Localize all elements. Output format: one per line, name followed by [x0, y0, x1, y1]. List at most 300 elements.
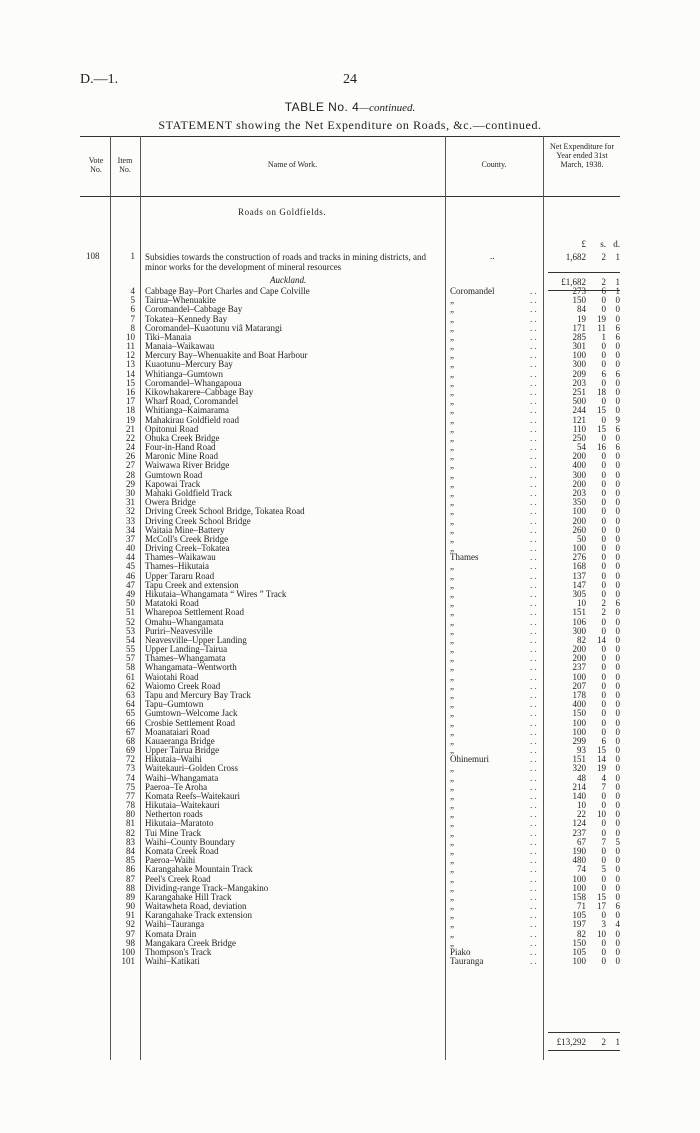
- work-name: Whitianga–Kaimarama: [145, 405, 229, 416]
- county-name: „: [450, 341, 454, 352]
- work-name: Tapu–Gumtown: [145, 699, 204, 710]
- item-number: 28: [126, 469, 135, 480]
- amount-pence: 0: [615, 928, 620, 939]
- county-leader: . .: [530, 671, 537, 682]
- grand-total-pounds: £13,292: [556, 1037, 586, 1047]
- amount-shillings: 0: [601, 543, 606, 553]
- county-name: „: [450, 579, 454, 590]
- county-leader: . .: [530, 543, 537, 553]
- work-name: Maronic Mine Road: [145, 451, 218, 462]
- amount-pounds: 168: [572, 561, 586, 572]
- item-number: 8: [130, 322, 135, 333]
- item-number: 40: [126, 543, 135, 553]
- amount-shillings: 1: [601, 331, 606, 342]
- amount-pence: 0: [615, 790, 620, 801]
- amount-pounds: 100: [572, 350, 586, 361]
- work-name: Tokatea–Kennedy Bay: [145, 313, 228, 324]
- amount-shillings: 0: [601, 432, 606, 443]
- amount-pence: 0: [615, 377, 620, 388]
- amount-pence: 0: [615, 625, 620, 636]
- amount-shillings: 6: [601, 735, 606, 746]
- county-name: „: [450, 928, 454, 939]
- county-name: „: [450, 570, 454, 581]
- total-pounds: £1,682: [561, 277, 586, 287]
- county-leader: . .: [530, 524, 537, 535]
- item-number: 101: [121, 956, 135, 967]
- work-name: Mahakirau Goldfield road: [145, 414, 239, 425]
- amount-pounds: 350: [572, 497, 586, 508]
- county-leader: . .: [530, 286, 537, 296]
- amount-pounds: 100: [572, 882, 586, 893]
- item-number: 6: [130, 304, 135, 315]
- county-name: „: [450, 882, 454, 893]
- table-title: [0, 100, 700, 114]
- amount-pounds: 301: [572, 341, 586, 352]
- item-number: 34: [126, 524, 135, 535]
- amount-pounds: 171: [572, 322, 586, 333]
- amount-pounds: 106: [572, 616, 586, 627]
- amount-pence: 0: [615, 451, 620, 462]
- amount-pounds: 299: [572, 735, 586, 746]
- amount-shillings: 0: [601, 579, 606, 590]
- amount-shillings: 19: [597, 313, 606, 324]
- county-name: „: [450, 772, 454, 783]
- item-number: 47: [126, 579, 135, 590]
- amount-pounds: 100: [572, 506, 586, 517]
- item-number: 73: [126, 763, 135, 774]
- county-name: „: [450, 634, 454, 645]
- county-leader: . .: [530, 662, 537, 673]
- county-leader: . .: [530, 836, 537, 847]
- amount-pence: 0: [615, 396, 620, 407]
- county-name: „: [450, 561, 454, 572]
- county-name: „: [450, 313, 454, 324]
- amount-shillings: 11: [597, 322, 606, 333]
- amount-pounds: 67: [577, 836, 586, 847]
- amount-shillings: 0: [601, 414, 606, 425]
- amount-pence: 0: [615, 937, 620, 948]
- amount-pence: 0: [615, 827, 620, 838]
- amount-pence: 0: [615, 533, 620, 544]
- amount-shillings: 14: [597, 754, 606, 765]
- amount-pounds: 305: [572, 588, 586, 599]
- amount-shillings: 0: [601, 524, 606, 535]
- amount-pounds: 150: [572, 937, 586, 948]
- amount-shillings: 0: [601, 689, 606, 700]
- work-name: Paeroa–Waihi: [145, 855, 196, 866]
- county-name: „: [450, 607, 454, 618]
- amount-shillings: 2: [601, 607, 606, 618]
- county-name: „: [450, 295, 454, 306]
- rule-item: [140, 136, 141, 1060]
- work-name: Waitaia Mine–Battery: [145, 524, 225, 535]
- amount-pence: 0: [615, 809, 620, 820]
- amount-pence: 0: [615, 735, 620, 746]
- county-name: Thames: [450, 552, 479, 563]
- work-name: Waiotahi Road: [145, 671, 199, 682]
- amount-shillings: 0: [601, 680, 606, 691]
- item-number: 19: [126, 414, 135, 425]
- amount-pence: 0: [615, 616, 620, 627]
- amount-shillings: 0: [601, 359, 606, 370]
- item-number: 90: [126, 901, 135, 912]
- amount-pence: 4: [615, 919, 620, 930]
- item-number: 52: [126, 616, 135, 627]
- item-number: 16: [126, 387, 135, 397]
- county-name: „: [450, 524, 454, 535]
- work-name: Waitekauri–Golden Cross: [145, 763, 239, 774]
- currency-label-row: [548, 240, 620, 250]
- amount-pence: 0: [615, 763, 620, 774]
- work-name: Driving Creek School Bridge: [145, 515, 251, 526]
- amount-pounds: 22: [577, 809, 586, 820]
- amount-pence: 0: [615, 432, 620, 443]
- amount-shillings: 0: [601, 304, 606, 315]
- amount-pence: 0: [615, 754, 620, 765]
- col-header-expenditure: Net Expenditure for Year ended 31st March, 1938.: [550, 142, 614, 169]
- item-number: 5: [130, 295, 135, 306]
- item-number: 58: [126, 662, 135, 673]
- amount-pounds: 124: [572, 818, 586, 829]
- amount-shillings: 0: [601, 469, 606, 480]
- item-number: 46: [126, 570, 135, 581]
- county-leader: . .: [530, 506, 537, 517]
- county-name: „: [450, 368, 454, 379]
- county-leader: . .: [530, 598, 537, 609]
- county-name: Ohinemuri: [450, 754, 489, 765]
- amount-pounds: 100: [572, 671, 586, 682]
- amount-pence: 6: [615, 598, 620, 609]
- amount-pounds: 74: [577, 864, 586, 875]
- shillings-label: s.: [600, 239, 606, 249]
- amount-pence: 0: [615, 579, 620, 590]
- county-name: „: [450, 671, 454, 682]
- item-number: 81: [126, 818, 135, 829]
- county-leader: . .: [530, 846, 537, 856]
- amount-pence: 0: [615, 488, 620, 498]
- amount-pounds: 203: [572, 488, 586, 498]
- county-name: „: [450, 331, 454, 342]
- amount-pounds: 1,682: [565, 252, 586, 262]
- work-name: Whitianga–Gumtown: [145, 368, 223, 379]
- rule-name: [445, 136, 446, 1060]
- amount-pence: 6: [615, 368, 620, 379]
- section-title: Roads on Goldfields.: [238, 207, 327, 217]
- item-number: 67: [126, 726, 135, 737]
- work-name: Tapu and Mercury Bay Track: [145, 689, 251, 700]
- item-number: 49: [126, 588, 135, 599]
- work-name: Wharf Road, Coromandel: [145, 396, 239, 407]
- amount-pounds: 197: [572, 919, 586, 930]
- amount-pence: 0: [615, 699, 620, 710]
- amount-shillings: 0: [601, 488, 606, 498]
- amount-pounds: 48: [577, 772, 586, 783]
- work-name: Gumtown Road: [145, 469, 203, 480]
- work-name: Netherton roads: [145, 809, 203, 820]
- county-name: „: [450, 432, 454, 443]
- county-leader: . .: [530, 478, 537, 489]
- amount-pence: 6: [615, 442, 620, 453]
- amount-pence: 0: [615, 818, 620, 829]
- amount-shillings: 0: [601, 295, 606, 306]
- county-leader: . .: [530, 396, 537, 407]
- document-reference: D.—1.: [80, 72, 119, 87]
- amount-pence: 0: [615, 341, 620, 352]
- county-leader: . .: [530, 680, 537, 691]
- amount-pence: 0: [615, 644, 620, 654]
- amount-pence: 0: [615, 295, 620, 306]
- county-name: „: [450, 864, 454, 875]
- item-number: 37: [126, 533, 135, 544]
- item-number: 68: [126, 735, 135, 746]
- county-leader: . .: [530, 469, 537, 480]
- item-number: 53: [126, 625, 135, 636]
- county-name: „: [450, 763, 454, 774]
- amount-pence: 0: [615, 726, 620, 737]
- work-name: Coromandel–Whangapoua: [145, 377, 242, 388]
- item-number: 100: [121, 947, 135, 957]
- county-name: „: [450, 855, 454, 866]
- amount-pence: 0: [615, 846, 620, 856]
- amount-shillings: 0: [601, 846, 606, 856]
- work-name: Mercury Bay–Whenuakite and Boat Harbour: [145, 350, 308, 361]
- amount-pounds: 50: [577, 533, 586, 544]
- county-name: „: [450, 451, 454, 462]
- amount-pence: 0: [615, 543, 620, 553]
- county-leader: . .: [530, 928, 537, 939]
- amount-shillings: 18: [597, 387, 606, 397]
- county-name: „: [450, 359, 454, 370]
- amount: [548, 956, 620, 966]
- amount-shillings: 0: [601, 561, 606, 572]
- amount-pence: 0: [615, 552, 620, 563]
- work-name: Opitonui Road: [145, 423, 199, 434]
- work-name: Thames–Waikawau: [145, 552, 216, 563]
- amount-pounds: 237: [572, 662, 586, 673]
- item-number: 45: [126, 561, 135, 572]
- item-number: 88: [126, 882, 135, 893]
- amount-shillings: 0: [601, 497, 606, 508]
- amount-pounds: 100: [572, 873, 586, 884]
- amount-shillings: 0: [601, 662, 606, 673]
- item-number: 97: [126, 928, 135, 939]
- county-leader: . .: [530, 322, 537, 333]
- amount-shillings: 0: [601, 947, 606, 957]
- amount-shillings: 0: [601, 533, 606, 544]
- county-leader: . .: [530, 377, 537, 388]
- item-number: 61: [126, 671, 135, 682]
- county-name: „: [450, 405, 454, 416]
- amount-shillings: 2: [601, 252, 606, 262]
- work-name: Waihi–County Boundary: [145, 836, 236, 847]
- work-name: Kapowai Track: [145, 478, 201, 489]
- amount-shillings: 14: [597, 634, 606, 645]
- item-number: 57: [126, 653, 135, 664]
- work-name: Upper Tararu Road: [145, 570, 215, 581]
- item-number: 82: [126, 827, 135, 838]
- county-leader: . .: [530, 781, 537, 792]
- work-name: Waihi–Katikati: [145, 956, 200, 967]
- amount-pence: 0: [615, 873, 620, 884]
- first-entry-vote: 108: [86, 251, 100, 261]
- item-number: 14: [126, 368, 135, 379]
- county-leader: . .: [530, 313, 537, 324]
- county-name: „: [450, 891, 454, 902]
- amount-shillings: 0: [601, 588, 606, 599]
- county-name: „: [450, 616, 454, 627]
- county-leader: . .: [530, 460, 537, 471]
- work-name: Mangakara Creek Bridge: [145, 937, 236, 948]
- county-name: „: [450, 350, 454, 361]
- county-name: „: [450, 937, 454, 948]
- work-name: Ohuka Creek Bridge: [145, 432, 220, 443]
- amount-shillings: 0: [601, 478, 606, 489]
- amount-pence: 0: [615, 634, 620, 645]
- amount-pence: 0: [615, 497, 620, 508]
- county-leader: . .: [530, 579, 537, 590]
- county-name: Coromandel: [450, 286, 495, 296]
- item-number: 75: [126, 781, 135, 792]
- county-leader: . .: [530, 341, 537, 352]
- pence-label: d.: [613, 239, 620, 249]
- amount-pence: 6: [615, 901, 620, 912]
- amount-pounds: 400: [572, 699, 586, 710]
- county-name: „: [450, 735, 454, 746]
- county-leader: . .: [530, 790, 537, 801]
- county-name: „: [450, 442, 454, 453]
- work-name: Neavesville–Upper Landing: [145, 634, 247, 645]
- amount-pence: 6: [615, 322, 620, 333]
- county-leader: . .: [530, 616, 537, 627]
- work-name: Coromandel–Kuaotunu viâ Matarangi: [145, 322, 282, 333]
- county-name: „: [450, 745, 454, 755]
- amount-pounds: 71: [577, 901, 586, 912]
- county-leader: . .: [530, 855, 537, 866]
- county-name: „: [450, 588, 454, 599]
- amount-pence: 5: [615, 836, 620, 847]
- work-name: Mahaki Goldfield Track: [145, 488, 232, 498]
- amount-pence: 0: [615, 772, 620, 783]
- work-name: Hikutaia–Maratoto: [145, 818, 214, 829]
- amount-pounds: 105: [572, 947, 586, 957]
- county-name: „: [450, 488, 454, 498]
- amount-pounds: 320: [572, 763, 586, 774]
- amount-pounds: 140: [572, 790, 586, 801]
- work-name: Karangahake Mountain Track: [145, 864, 253, 875]
- item-number: 27: [126, 460, 135, 471]
- amount-shillings: 0: [601, 552, 606, 563]
- amount-pounds: 200: [572, 478, 586, 489]
- county-leader: . .: [530, 423, 537, 434]
- county-name: „: [450, 644, 454, 654]
- county-leader: . .: [530, 919, 537, 930]
- county-leader: . .: [530, 800, 537, 811]
- item-number: 11: [126, 341, 135, 352]
- county-leader: . .: [530, 699, 537, 710]
- item-number: 31: [126, 497, 135, 508]
- county-leader: . .: [530, 533, 537, 544]
- amount-pounds: 100: [572, 717, 586, 728]
- amount-pence: 1: [615, 286, 620, 296]
- grand-total: [548, 1037, 620, 1047]
- county-leader: . .: [530, 864, 537, 875]
- county-leader: . .: [530, 359, 537, 370]
- amount-pounds: 150: [572, 708, 586, 719]
- county-name: „: [450, 414, 454, 425]
- item-number: 77: [126, 790, 135, 801]
- county-leader: . .: [530, 956, 537, 967]
- county-name: „: [450, 800, 454, 811]
- county-leader: . .: [530, 726, 537, 737]
- item-number: 69: [126, 745, 135, 755]
- table-title-suffix: —continued.: [359, 102, 416, 114]
- amount-shillings: 0: [601, 570, 606, 581]
- county-leader: . .: [530, 414, 537, 425]
- first-entry-item: 1: [130, 251, 135, 261]
- table-title-text: TABLE No. 4: [284, 100, 360, 114]
- county-leader: . .: [530, 497, 537, 508]
- item-number: 84: [126, 846, 135, 856]
- county-name: „: [450, 790, 454, 801]
- work-name: Manaia–Waikawau: [145, 341, 215, 352]
- region-heading: Auckland.: [270, 275, 307, 285]
- county-leader: . .: [530, 304, 537, 315]
- amount-shillings: 15: [597, 745, 606, 755]
- amount-pounds: 250: [572, 432, 586, 443]
- work-name: Waiwawa River Bridge: [145, 460, 230, 471]
- county-leader: . .: [530, 882, 537, 893]
- work-name: Karangahake Track extension: [145, 910, 252, 921]
- amount-pence: 6: [615, 331, 620, 342]
- amount-shillings: 0: [601, 855, 606, 866]
- county-leader: . .: [530, 561, 537, 572]
- work-name: Cabbage Bay–Port Charles and Cape Colville: [145, 286, 310, 296]
- amount-shillings: 0: [601, 341, 606, 352]
- county-leader: . .: [530, 689, 537, 700]
- item-number: 54: [126, 634, 135, 645]
- county-leader: . .: [530, 295, 537, 306]
- amount-shillings: 0: [601, 956, 606, 967]
- amount-pounds: 237: [572, 827, 586, 838]
- county-name: „: [450, 423, 454, 434]
- amount-shillings: 0: [601, 882, 606, 893]
- amount-shillings: 0: [601, 644, 606, 654]
- county-leader: . .: [530, 754, 537, 765]
- amount-shillings: 0: [601, 625, 606, 636]
- amount-shillings: 0: [601, 396, 606, 407]
- amount-pence: 0: [615, 313, 620, 324]
- amount-pence: 0: [615, 947, 620, 957]
- amount-pence: 0: [615, 855, 620, 866]
- grand-total-pence: 1: [615, 1037, 620, 1047]
- amount-pence: 0: [615, 524, 620, 535]
- item-number: 10: [126, 331, 135, 342]
- amount-pence: 0: [615, 956, 620, 967]
- county-leader: . .: [530, 735, 537, 746]
- amount-shillings: 15: [597, 405, 606, 416]
- item-number: 74: [126, 772, 135, 783]
- amount-shillings: 0: [601, 726, 606, 737]
- work-name: Moanataiari Road: [145, 726, 210, 737]
- item-number: 92: [126, 919, 135, 930]
- county-leader: . .: [530, 947, 537, 957]
- amount-shillings: 0: [601, 910, 606, 921]
- amount-shillings: 17: [597, 901, 606, 912]
- county-name: „: [450, 543, 454, 553]
- county-name: Piako: [450, 947, 471, 957]
- item-number: 66: [126, 717, 135, 728]
- amount-pounds: 150: [572, 295, 586, 306]
